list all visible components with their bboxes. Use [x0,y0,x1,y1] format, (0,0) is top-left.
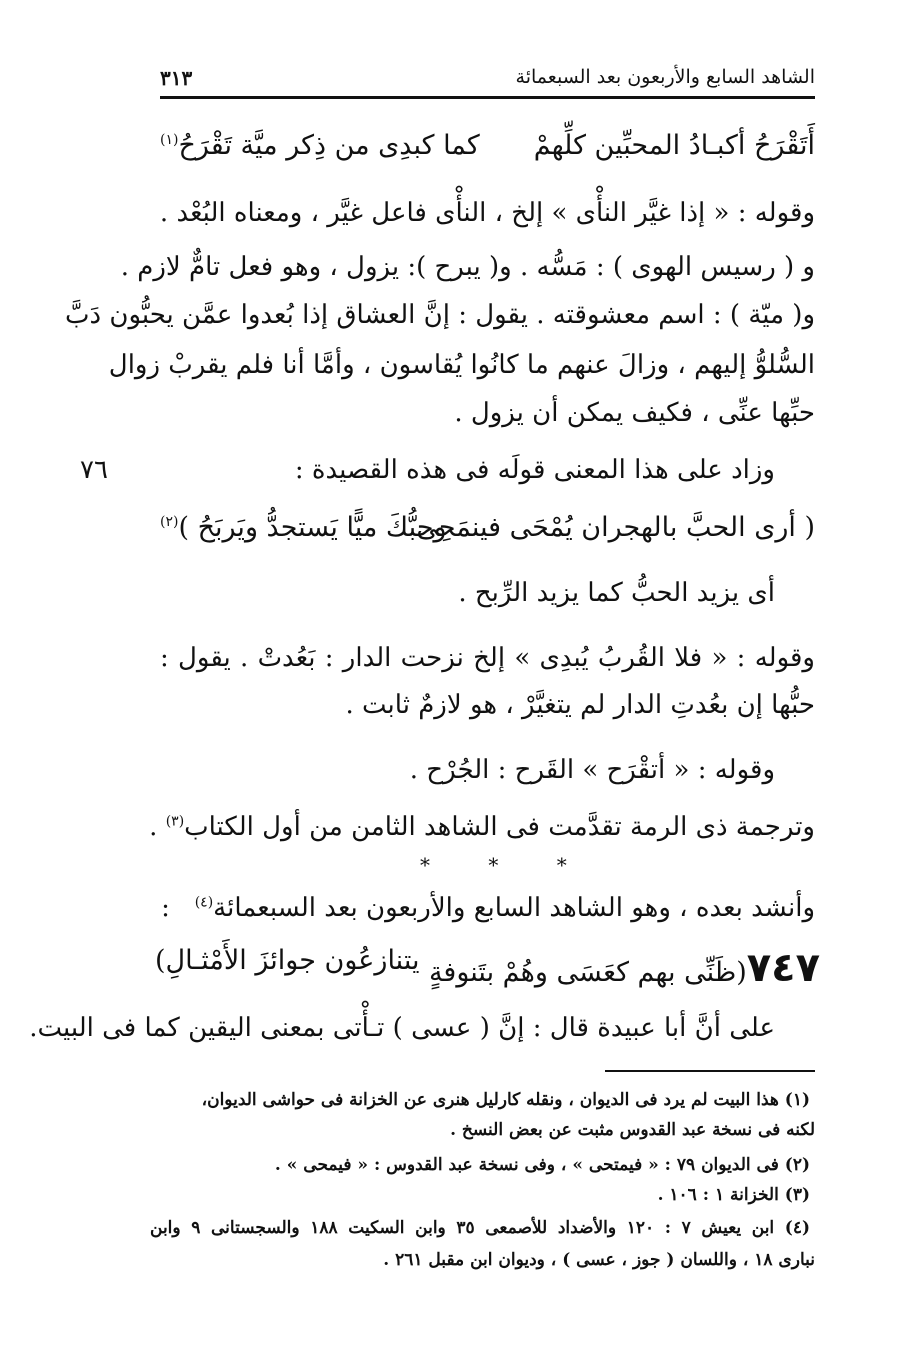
text-line-3: و( ميّة ) : اسم معشوقته . يقول : إنَّ العشاق إذا بُعدوا عمَّن يحبُّون دَبَّ [65,300,815,330]
text-line-12: وأنشد بعده ، وهو الشاهد السابع والأربعون بعد السبعمائة$^{(٤)}$ : [161,893,815,923]
verse-2-hemistich-1: ( أرى الحبَّ بالهجران يُمْحَى فينمَحِى [416,512,815,543]
text-line-9: حبُّها إن بعُدتِ الدار لم يتغيَّرْ ، هو لازمٌ ثابت . [345,690,815,720]
verse-747-hemistich-1: ٧٤٧(ظَنِّى بهم كعَسَى وهُمْ بتَنوفةٍ [428,945,820,991]
margin-number: ٧٦ [80,455,108,485]
text-line-11: وترجمة ذى الرمة تقدَّمت فى الشاهد الثامن من أول الكتاب$^{(٣)}$ . [149,812,815,842]
header-rule [160,96,815,99]
text-line-2: و ( رسيس الهوى ) : مَسُّه . و( يبرح ): يزول ، وهو فعل تامٌّ لازم . [120,252,815,282]
text-line-5: حبِّها عنِّى ، فكيف يمكن أن يزول . [454,398,815,428]
footnote-3: (٣) الخزانة ١ : ١٠٦ . [657,1185,810,1205]
footnote-ref-1: (١) [160,132,179,148]
footnote-rule [605,1070,815,1072]
footnote-2: (٢) فى الديوان ٧٩ : « فيمتحى » ، وفى نسخة عبد القدوس : « فيمحى » . [274,1155,810,1175]
text-line-6: وزاد على هذا المعنى قولَه فى هذه القصيدة : [294,455,775,485]
verse-number: ٧٤٧ [746,945,820,991]
footnote-ref-2: (٢) [160,514,179,530]
footnote-1: (١) هذا البيت لم يرد فى الديوان ، ونقله كارليل هنرى عن الخزانة فى حواشى الديوان، [201,1090,810,1110]
footnote-ref-3: (٣) [165,813,185,830]
text-line-4: السُّلوُّ إليهم ، وزالَ عنهم ما كانُوا يُقاسون ، وأمَّا أنا فلم يقربْ زوال [108,350,815,380]
text-line-1: وقوله : « إذا غيَّر النأْى » إلخ ، النأْى فاعل غيَّر ، ومعناه البُعْد . [159,198,815,228]
verse-2-hemistich-2: وحبُّكَ ميًّا يَستجدُّ ويَربَحُ )$^{(٢)}$ [160,512,447,543]
running-header [160,66,815,98]
footnote-4-cont: نبارى ١٨ ، واللسان ( جوز ، عسى ) ، وديوان ابن مقبل ٢٦١ . [383,1250,815,1270]
section-separator: * * * [420,853,593,877]
text-line-8: وقوله : « فلا القُربُ يُبدِى » إلخ نزحت الدار : بَعُدتْ . يقول : [160,643,815,673]
page-number: ٣١٣ [160,66,193,90]
footnote-ref-4: (٤) [194,894,214,911]
verse-1-hemistich-2: كما كبدِى من ذِكر ميَّة تَقْرَحُ$^{(١)}$ [160,130,480,161]
verse-1-hemistich-1: أَتَقْرَحُ أكبـادُ المحبِّين كلِّهمْ [533,130,815,161]
text-line-7: أى يزيد الحبُّ كما يزيد الرِّبح . [458,578,775,608]
text-line-13: على أنَّ أبا عبيدة قال : إنَّ ( عسى ) تـأْتى بمعنى اليقين كما فى البيت. [29,1013,775,1043]
text-line-10: وقوله : « أتقْرَح » القَرح : الجُرْح . [409,755,775,785]
footnote-1-cont: لكنه فى نسخة عبد القدوس مثبت عن بعض النسخ . [450,1120,815,1140]
header-title: الشاهد السابع والأربعون بعد السبعمائة [515,66,815,88]
footnote-4: (٤) ابن يعيش ٧ : ١٢٠ والأضداد للأصمعى ٣٥ وابن السكيت ١٨٨ والسجستانى ٩ وابن [150,1218,811,1238]
verse-747-hemistich-2: يتنازعُون جوائزَ الأَمْثـالِ) [155,945,420,976]
